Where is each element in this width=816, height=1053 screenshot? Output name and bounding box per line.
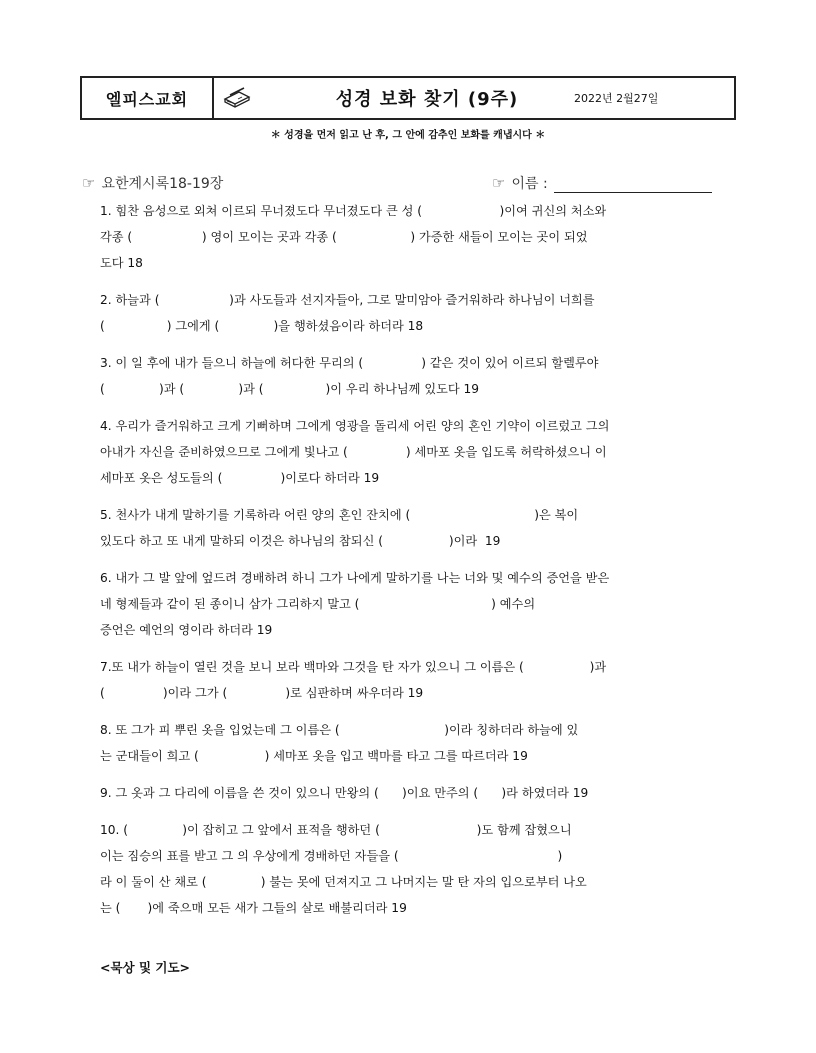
- question-item: 1. 힘찬 음성으로 외쳐 이르되 무너졌도다 무너졌도다 큰 성 ( )이여 귀신의 처소와 각종 ( ) 영이 모이는 곳과 각종 ( ) 가증한 새들이 모이는 곳이 되었 도다 18: [100, 204, 607, 270]
- pointing-hand-icon: ☞: [82, 174, 96, 192]
- question-item: 8. 또 그가 피 뿌린 옷을 입었는데 그 이름은 ( )이라 칭하더라 하늘에 있 는 군대들이 희고 ( ) 세마포 옷을 입고 백마를 타고 그를 따르더라 19: [100, 723, 579, 763]
- question-item: 6. 내가 그 발 앞에 엎드려 경배하려 하니 그가 나에게 말하기를 나는 너와 및 예수의 증언을 받은 네 형제들과 같이 된 종이니 삼가 그리하지 말고 ( ) 예수의 증언은 예언의 영이라 하더라 19: [100, 571, 610, 637]
- question-item: 9. 그 옷과 그 다리에 이름을 쓴 것이 있으니 만왕의 ( )이요 만주의 ( )라 하였더라 19: [100, 786, 589, 800]
- name-label: 이름 :: [511, 176, 548, 192]
- question-item: 7.또 내가 하늘이 열린 것을 보니 보라 백마와 그것을 탄 자가 있으니 그 이름은 ( )과 ( )이라 그가 ( )로 심판하며 싸우더라 19: [100, 660, 607, 700]
- book-pen-icon: [214, 78, 260, 118]
- question-item: 3. 이 일 후에 내가 들으니 하늘에 허다한 무리의 ( ) 같은 것이 있어 이르되 할렐루야 ( )과 ( )과 ( )이 우리 하나님께 있도다 19: [100, 356, 599, 396]
- worksheet-date: 2022년 2월27일: [574, 92, 659, 105]
- closing-prayer-label: <묵상 및 기도>: [100, 960, 191, 975]
- page-title: 성경 보화 찾기 (9주): [335, 89, 519, 110]
- instruction-text: ＊ 성경을 먼저 읽고 난 후, 그 안에 감추인 보화를 캐냅시다 ＊: [270, 130, 546, 141]
- question-item: 4. 우리가 즐거워하고 크게 기뻐하며 그에게 영광을 돌리세 어린 양의 혼인 기약이 이르렀고 그의 아내가 자신을 준비하였으므로 그에게 빛나고 ( ) 세마포 옷을 입도록 허락하셨으니 이 세마포 옷은 성도들의 ( )이로다 하더라 19: [100, 419, 610, 485]
- name-input-line[interactable]: [554, 178, 712, 193]
- worksheet-header: [80, 76, 736, 120]
- question-item: 5. 천사가 내게 말하기를 기록하라 어린 양의 혼인 잔치에 ( )은 복이 있도다 하고 또 내게 말하되 이것은 하나님의 참되신 ( )이라 19: [100, 508, 579, 548]
- question-list: [100, 198, 726, 932]
- scripture-reference: [82, 173, 223, 193]
- name-field: [492, 173, 712, 193]
- scripture-text: 요한계시록18-19장: [101, 176, 224, 192]
- question-item: 10. ( )이 잡히고 그 앞에서 표적을 행하던 ( )도 함께 잡혔으니 이는 짐승의 표를 받고 그 의 우상에게 경배하던 자들을 ( ) 라 이 둘이 산 채로 ( ) 불는 못에 던져지고 그 나머지는 말 탄 자의 입으로부터 나오 는 ( )에 죽으매 모든 새가 그들의 살로 배불리더라 19: [100, 823, 587, 915]
- question-item: 2. 하늘과 ( )과 사도들과 선지자들아, 그로 말미암아 즐거워하라 하나님이 너희를 ( ) 그에게 ( )을 행하셨음이라 하더라 18: [100, 293, 595, 333]
- church-name: 엘피스교회: [82, 78, 214, 118]
- pointing-hand-icon: ☞: [492, 174, 506, 192]
